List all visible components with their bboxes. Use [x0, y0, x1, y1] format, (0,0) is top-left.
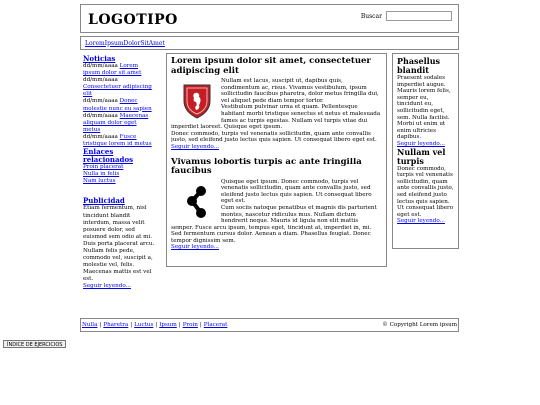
article-2-text-1: Quisque eget ipsum. Donec commodo, turpis vel venenatis sollicitudin, quam ante convallis justo, sed eleifend justo lectus quis sapien. Ut consequat libero eget est.	[221, 178, 372, 205]
article-1-title: Lorem ipsum dolor sit amet, consectetuer adipiscing elit	[171, 57, 371, 76]
top-nav	[80, 36, 459, 50]
left-sidebar	[80, 53, 158, 293]
related-link[interactable]: Nam luctus	[83, 178, 116, 185]
search-label: Buscar	[360, 12, 382, 20]
main-content	[166, 53, 387, 267]
article-2-text-2: Cum sociis natoque penatibus et magnis dis parturient montes, nascetur ridiculus mus. Nullam dictum hendrerit neque. Mauris id ligula non elit mattis semper. Fusce arcu ipsum, tempus eget, tincidunt at, imperdiet in, mi.	[171, 204, 377, 231]
footer-link[interactable]: Ipsum	[159, 322, 177, 328]
footer-link[interactable]: Placerat	[203, 322, 228, 328]
related-link[interactable]: Proin placerat	[83, 164, 124, 171]
noticias-heading[interactable]: Noticias	[83, 54, 116, 63]
footer-link[interactable]: Nulla	[82, 322, 98, 328]
footer-link[interactable]: Luctus	[134, 322, 154, 328]
news-link[interactable]: Fusce tristique lorem id metus	[83, 133, 152, 148]
top-nav-link[interactable]: LoremIpsumDolorSitAmet	[85, 39, 165, 47]
publicidad-read-more[interactable]: Seguir leyendo...	[83, 283, 131, 290]
news-item	[83, 77, 155, 98]
search-area	[361, 11, 452, 21]
article-2-read-more[interactable]: Seguir leyendo...	[171, 244, 219, 251]
aside-text-1: Praesent sodales imperdiet augue. Mauris lorem felis, semper eu, tincidunt eu, sollicitudin eget, sem. Nulla facilisi. Morbi ut enim ut enim ultricies dapibus.	[397, 75, 451, 141]
aside-read-more-1[interactable]: Seguir leyendo...	[397, 140, 445, 147]
news-link[interactable]: Maecenas aliquam dolor eget metus	[83, 112, 149, 133]
article-1-read-more[interactable]: Seguir leyendo...	[171, 143, 219, 150]
news-date: dd/mm/aaaa	[83, 63, 118, 69]
footer-links: Nulla | Pharetra | Luctus | Ipsum | Proin | Placerat	[82, 322, 228, 328]
enlaces-heading[interactable]: Enlaces relacionados	[83, 147, 134, 165]
publicidad-heading[interactable]: Publicidad	[83, 196, 125, 206]
news-date: dd/mm/aaaa	[83, 133, 118, 140]
article-2-title: Vivamus lobortis turpis ac ante fringilla faucibus	[171, 157, 362, 177]
copyright: © Copyright Lorem ipsum	[382, 322, 457, 328]
news-item	[83, 113, 155, 134]
article-2-text-3: Sed fermentum cursus dolor. Aenean a diam. Phasellus feugiat. Donec tempor dignissim sem.	[171, 231, 371, 244]
article-1	[171, 57, 382, 151]
aside-read-more-2[interactable]: Seguir leyendo...	[397, 218, 445, 225]
news-date: dd/mm/aaaa	[83, 98, 118, 105]
news-item	[83, 98, 155, 112]
aside-title-1: Phasellus blandit	[397, 56, 441, 75]
site-header	[80, 4, 459, 33]
site-footer	[80, 318, 459, 332]
aside-title-2: Nullam vel turpis	[397, 146, 446, 166]
page-container	[80, 4, 459, 307]
news-date: dd/mm/aaaa	[83, 77, 118, 84]
right-sidebar	[392, 53, 459, 249]
aside-text-2: Donec commodo, turpis vel venenatis sollicitudin, quam ante convallis justo, sed eleifend justo lectus quis sapien. Ut consequat libero eget est.	[397, 165, 454, 218]
news-item	[83, 63, 155, 77]
logo: LOGOTIPO	[88, 12, 178, 28]
index-button[interactable]: ÍNDICE DE EJERCICIOS	[3, 340, 66, 348]
footer-link[interactable]: Pharetra	[103, 322, 129, 328]
search-input[interactable]	[386, 11, 452, 21]
news-link[interactable]: Consectetuer adipiscing elit	[83, 84, 152, 98]
news-date: dd/mm/aaaa	[83, 112, 118, 119]
shield-icon	[177, 82, 217, 120]
article-2	[171, 158, 382, 252]
share-icon	[177, 183, 217, 221]
content-columns	[80, 53, 459, 307]
article-1-text-1: Nullam est lacus, suscipit ut, dapibus quis, condimentum ac, risus. Vivamus vestibulum, ipsum sollicitudin faucibus pharetra, dolor metus fringilla dui, vel aliquet pede diam tempor tortor.	[221, 78, 379, 104]
related-link[interactable]: Nulla in felis	[83, 171, 120, 178]
article-1-text-2: Vestibulum pulvinar urna et quam. Pellentesque habitant morbi tristique senectus et netus et malesuada fames ac turpis egestas. Nullam vel turpis vitae dui imperdiet laoreet. Quisque eget ipsum.	[171, 104, 381, 131]
news-link[interactable]: Donec molestie nunc eu sapien	[83, 98, 152, 112]
news-item	[83, 134, 155, 148]
article-1-text-3: Donec commodo, turpis vel venenatis sollicitudin, quam ante convallis justo, sed eleifend justo lectus quis sapien. Ut consequat libero eget est.	[171, 130, 377, 144]
publicidad-text: Etiam fermentum, nisl tincidunt blandit interdum, massa velit posuere dolor, sed euismod sem odio at mi. Duis porta placerat arcu. Nullam felis pede, commodo vel, suscipit a, molestie vel, felis. Maecenas mattis est vel est.	[83, 205, 155, 283]
news-link[interactable]: Lorem ipsum dolor sit amet	[83, 63, 142, 77]
footer-link[interactable]: Proin	[182, 322, 198, 328]
